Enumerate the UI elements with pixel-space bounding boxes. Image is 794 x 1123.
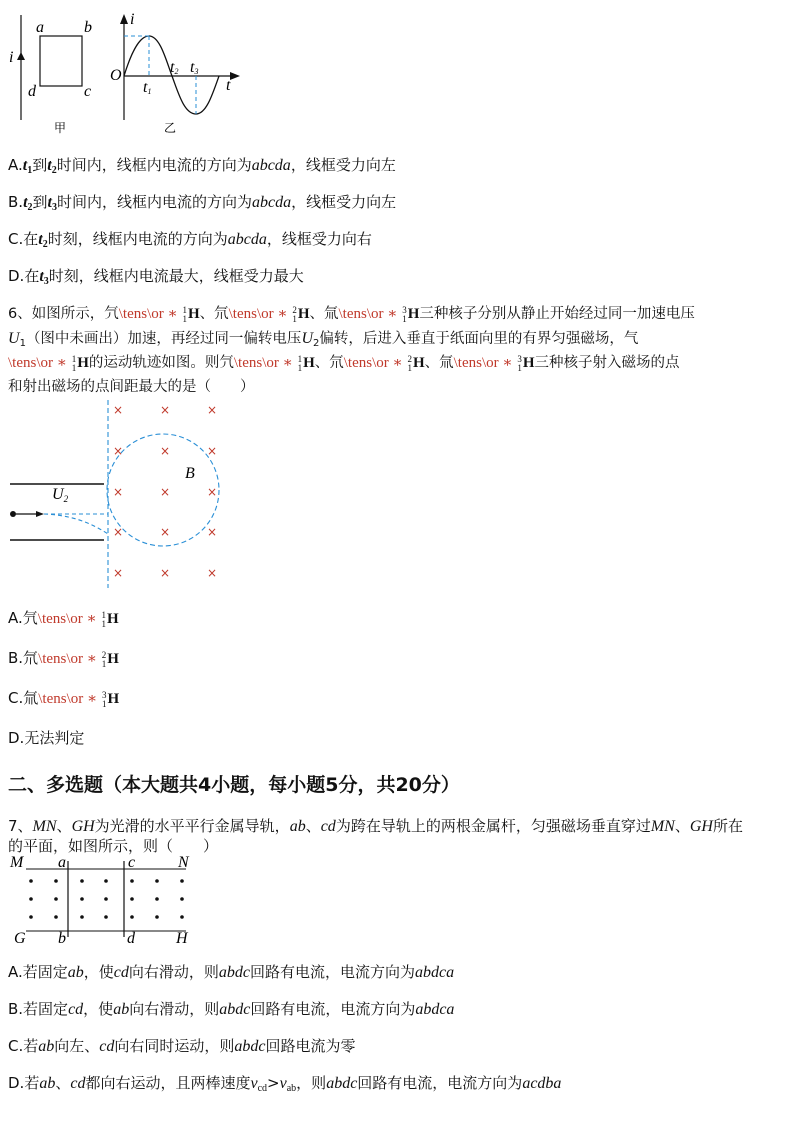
b-field-label: B — [185, 465, 195, 482]
t2-label: t2 — [170, 59, 179, 76]
current-arrow — [17, 52, 25, 60]
q6-stem-line3: \tens\or ∗ 1 1 H的运动轨迹如图。则氕\tens\or ∗ 1 1 H、氘\tens\or ∗ 2 1 H、氚\tens\or ∗ 3 1 H三种核子射入磁场的点 — [8, 354, 680, 373]
figure-magnetic-field — [0, 398, 230, 590]
label-g: G — [14, 930, 26, 947]
t-axis-label: t — [226, 77, 231, 94]
i-axis-label: i — [130, 11, 135, 28]
figure-loop-and-current-graph — [6, 10, 246, 135]
label-b: b — [58, 930, 66, 947]
q7-option-b[interactable]: B.若固定cd，使ab向右滑动，则abdc回路有电流，电流方向为abdca — [8, 1000, 455, 1018]
q5-option-a[interactable]: A.t1到t2时间内，线框内电流的方向为abcda，线框受力向左 — [8, 156, 396, 176]
field-cross: × — [112, 444, 124, 458]
q7-option-d[interactable]: D.若ab、cd都向右运动，且两棒速度$v_{cd}>v_{ab}$，则abdc回路有电流，电流方向为acdba — [8, 1074, 562, 1094]
field-cross: × — [112, 566, 124, 580]
particle-source — [10, 511, 16, 517]
field-cross: × — [112, 525, 124, 539]
field-cross: × — [159, 525, 171, 539]
field-dot — [80, 897, 84, 901]
field-dot — [54, 879, 58, 883]
wire-current-label: i — [9, 49, 14, 66]
t3-label: t3 — [190, 59, 199, 76]
field-cross: × — [206, 485, 218, 499]
field-dot — [29, 897, 33, 901]
q5-option-b[interactable]: B.t2到t3时间内，线框内电流的方向为abcda，线框受力向左 — [8, 193, 397, 213]
q6-stem-line1: 6、如图所示，氕\tens\or ∗ 1 1 H、氘\tens\or ∗ 2 1 H、氚\tens\or ∗ 3 1 H三种核子分别从静止开始经过同一加速电压 — [8, 305, 695, 324]
u2-label: U2 — [52, 486, 69, 504]
field-dot — [29, 879, 33, 883]
field-dot — [29, 915, 33, 919]
q6-option-a[interactable]: A.氕\tens\or ∗ 1 1 H — [8, 609, 119, 629]
field-cross: × — [206, 444, 218, 458]
field-cross: × — [159, 485, 171, 499]
field-dot — [155, 879, 159, 883]
field-cross: × — [206, 403, 218, 417]
field-cross: × — [159, 566, 171, 580]
label-h: H — [176, 930, 188, 947]
field-dot — [180, 879, 184, 883]
field-dot — [54, 915, 58, 919]
q7-option-a[interactable]: A.若固定ab，使cd向右滑动，则abdc回路有电流，电流方向为abdca — [8, 963, 455, 981]
label-n: N — [178, 855, 189, 871]
label-d: d — [127, 930, 135, 947]
q7-stem-line1: 7、MN、GH为光滑的水平平行金属导轨，ab、cd为跨在导轨上的两根金属杆，匀强磁场垂直穿过MN、GH所在 — [8, 817, 743, 835]
q5-option-c[interactable]: C.在t2时刻，线框内电流的方向为abcda，线框受力向右 — [8, 230, 372, 250]
q6-option-c[interactable]: C.氚\tens\or ∗ 3 1 H — [8, 689, 120, 709]
deflected-path — [44, 514, 108, 534]
q6-stem-line2: $U_1$（图中未画出）加速，再经过同一偏转电压$U_2$偏转，后进入垂直于纸面向里的有界匀强磁场，气 — [8, 330, 639, 349]
velocity-arrow — [36, 511, 44, 517]
field-cross: × — [112, 403, 124, 417]
field-dot — [80, 879, 84, 883]
q6-stem-line4: 和射出磁场的点间距最大的是（ ） — [8, 379, 255, 395]
q6-option-b[interactable]: B.氘\tens\or ∗ 2 1 H — [8, 649, 119, 669]
label-c: c — [128, 855, 136, 871]
caption-jia: 甲 — [54, 121, 67, 135]
corner-b: b — [84, 19, 92, 36]
field-dot — [155, 915, 159, 919]
q6-option-d[interactable]: D.无法判定 — [8, 729, 85, 747]
field-crosses — [113, 403, 217, 580]
field-cross: × — [159, 403, 171, 417]
caption-yi: 乙 — [164, 121, 177, 135]
field-dot — [80, 915, 84, 919]
field-dot — [104, 879, 108, 883]
corner-a: a — [36, 19, 44, 36]
field-dot — [54, 897, 58, 901]
corner-d: d — [28, 83, 36, 100]
field-dot — [130, 879, 134, 883]
i-axis-arrow — [120, 14, 128, 24]
field-dot — [155, 897, 159, 901]
field-dot — [180, 897, 184, 901]
section-heading: 二、多选题（本大题共4小题，每小题5分，共20分） — [8, 774, 460, 796]
t-axis-arrow — [230, 72, 240, 80]
field-cross: × — [159, 444, 171, 458]
origin-label: O — [110, 67, 122, 84]
q5-option-d[interactable]: D.在t3时刻，线框内电流最大，线框受力最大 — [8, 267, 304, 287]
label-m: M — [10, 855, 24, 871]
label-a: a — [58, 855, 66, 871]
field-cross: × — [206, 566, 218, 580]
field-dot — [130, 897, 134, 901]
field-dot — [104, 897, 108, 901]
field-cross: × — [206, 525, 218, 539]
corner-c: c — [84, 83, 92, 100]
field-dot — [130, 915, 134, 919]
field-dot — [104, 915, 108, 919]
q7-stem-line2: 的平面，如图所示，则（ ） — [8, 837, 219, 855]
field-dots — [29, 879, 184, 919]
square-loop — [40, 36, 82, 86]
field-cross: × — [112, 485, 124, 499]
field-dot — [180, 915, 184, 919]
q7-option-c[interactable]: C.若ab向左、cd向右同时运动，则abdc回路电流为零 — [8, 1037, 356, 1055]
figure-rails — [6, 855, 196, 947]
t1-label: t1 — [143, 79, 152, 96]
